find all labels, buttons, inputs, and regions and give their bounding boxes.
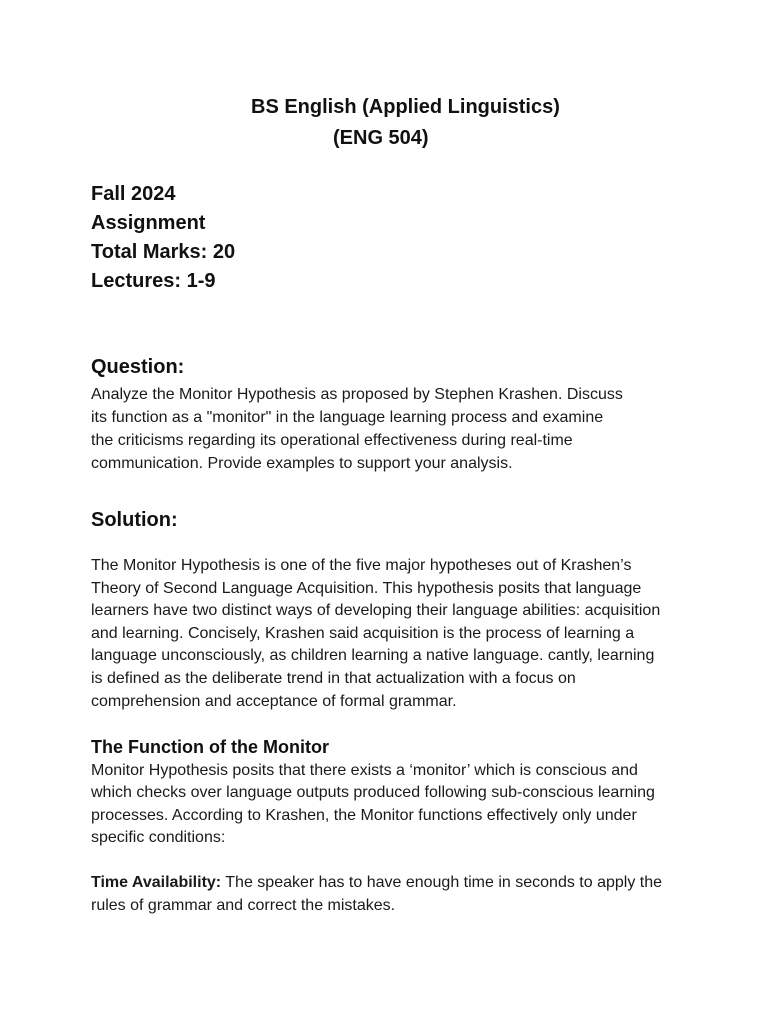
text-line: which checks over language outputs produced following sub-conscious learning — [91, 784, 655, 802]
text-line: Monitor Hypothesis posits that there exists a ‘monitor’ which is conscious and — [91, 762, 638, 779]
question-paragraph — [91, 383, 691, 475]
text-line: communication. Provide examples to support your analysis. — [91, 455, 513, 472]
solution-heading: Solution: — [91, 509, 178, 531]
text-line: processes. According to Krashen, the Monitor functions effectively only under — [91, 806, 637, 824]
text-line: and learning. Concisely, Krashen said acquisition is the process of learning a — [91, 624, 635, 642]
total-marks: Total Marks: 20 — [91, 241, 236, 263]
term-label: Fall 2024 — [91, 183, 176, 205]
assignment-type: Assignment — [91, 212, 206, 234]
text-line: its function as a "monitor" in the language learning process and examine — [91, 409, 604, 426]
solution-paragraph — [91, 555, 691, 713]
function-paragraph — [91, 760, 691, 849]
text-line: Theory of Second Language Acquisition. This hypothesis posits that language — [91, 579, 642, 597]
text-line: the criticisms regarding its operational effectiveness during real-time — [91, 432, 573, 449]
time-availability-paragraph — [91, 872, 691, 917]
course-code: (ENG 504) — [333, 127, 429, 149]
time-availability-text: The speaker has to have enough time in seconds to apply the — [221, 874, 663, 891]
text-line — [91, 872, 691, 895]
question-heading: Question: — [91, 356, 185, 378]
function-heading: The Function of the Monitor — [91, 737, 329, 757]
text-line: rules of grammar and correct the mistakes. — [91, 896, 396, 914]
text-line: comprehension and acceptance of formal grammar. — [91, 692, 457, 710]
text-line: specific conditions: — [91, 828, 226, 846]
assignment-meta — [91, 180, 235, 296]
lectures-range: Lectures: 1-9 — [91, 270, 216, 292]
text-line: is defined as the deliberate trend in that actualization with a focus on — [91, 669, 576, 687]
time-availability-label: Time Availability: — [91, 874, 222, 891]
text-line: The Monitor Hypothesis is one of the five major hypotheses out of Krashen’s — [91, 557, 632, 574]
document-title: BS English (Applied Linguistics) — [251, 96, 560, 118]
text-line: Analyze the Monitor Hypothesis as proposed by Stephen Krashen. Discuss — [91, 386, 623, 403]
text-line: language unconsciously, as children learning a native language. cantly, learning — [91, 647, 655, 665]
text-line: learners have two distinct ways of developing their language abilities: acquisition — [91, 602, 661, 620]
